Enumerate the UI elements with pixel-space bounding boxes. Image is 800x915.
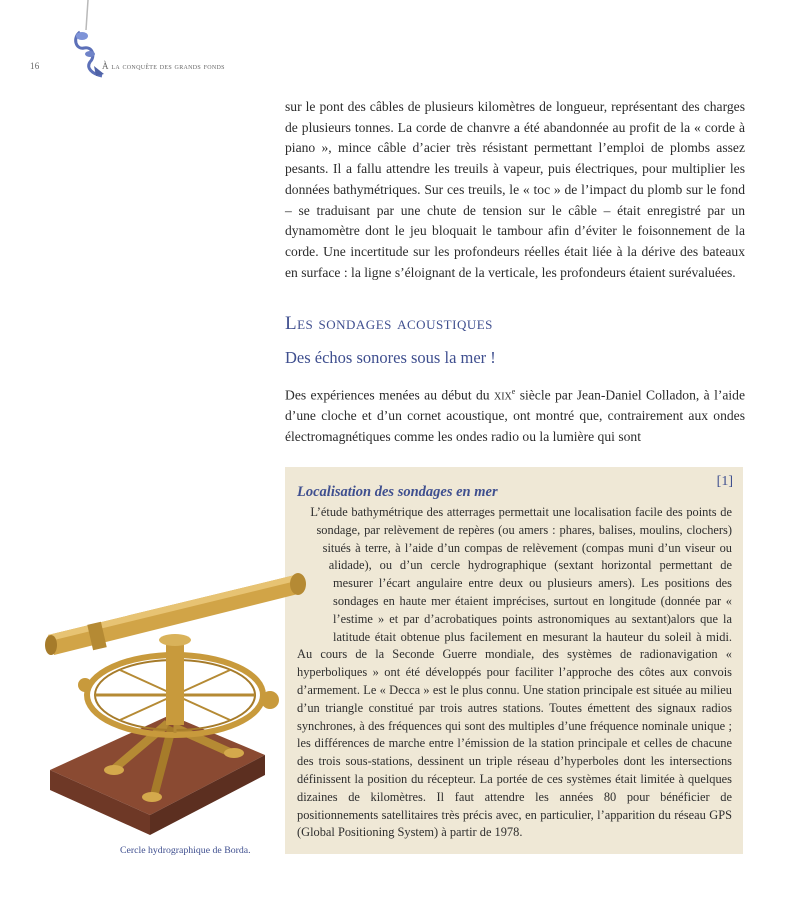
- section-subtitle: Des échos sonores sous la mer !: [285, 348, 496, 367]
- century-suffix: e: [511, 387, 516, 396]
- box-title: Localisation des sondages en mer: [297, 484, 498, 500]
- figure-caption: Cercle hydrographique de Borda.: [120, 845, 251, 856]
- running-title: À la conquête des grands fonds: [102, 61, 225, 71]
- box-number: [1]: [716, 474, 733, 489]
- hydrographic-circle-illustration: [30, 545, 320, 840]
- box-text: [297, 504, 732, 842]
- intro-paragraph: sur le pont des câbles de plusieurs kilomètres de longueur, représentant des charges de plusieurs tonnes. La corde de chanvre a été abandonnée au profit de la « corde à piano », mince câble d’acier très résistant permettant l’emploi de plombs assez pesants. Il a fallu attendre les treuils à vapeur, puis électriques, pour multiplier les données bathymétriques. Sur ces treuils, le « toc » de l’impact du plomb sur le fond – se traduisant par une chute de tension sur le câble – était enregistré par un dynamomètre dont le jeu bloquait le tambour afin d’éviter le foisonnement de la corde. Une incertitude sur les profondeurs réelles était liée à la dérive des bateaux en surface : la ligne s’éloignant de la verticale, les profondeurs étaient surévaluées.: [285, 99, 745, 280]
- section-paragraph-end: siècle par Jean-Daniel Colladon, à l’aide d’une cloche et d’un cornet acoustique, ont montré que, contrairement aux ondes électromagnétiques comme les ondes radio ou la lumière qui sont: [285, 387, 746, 444]
- box-paragraph: L’étude bathymétrique des atterrages permettait une localisation facile des points de sondage, par relèvement de repères (ou amers : phares, balises, moulins, clochers) situés à terre, à l’aide d’un compas de relèvement (compas muni d’un viseur ou alidade), ou d’un cercle hydrographique (sextant horizontal permettant de mesurer l’écart angulaire entre deux ou plusieurs amers). Les positions des sondages en haute mer étaient imprécises, surtout en longitude (donnée par « l’estime » et par d’acrobatiques points astronomiques au sextant)alors que la latitude était obtenue plus facilement en mesurant la hauteur du soleil à midi. Au cours de la Seconde Guerre mondiale, des systèmes de radionavigation « hyperboliques » ont été développés pour faciliter l’approche des côtes aux convois d’armement. Le « Decca » est le plus connu. Une station principale est située au milieu d’un triangle constitué par trois autres stations. Toutes émettent des signaux radios synchrones, à des fréquences qui sont des multiples d’une fréquence nominale unique ; les différences de marche entre l’émission de la station principale et celles de chacune des trois sous-stations, dessinent un triple réseau d’hyperboles dont les intersections définissent la position du récepteur. La portée de ces systèmes était limitée à quelques dizaines de kilomètres. Il faut attendre les années 80 pour bénéficier de positionnements satellitaires très précis avec, en particulier, l’apparition du réseau GPS (Global Positioning System) à partir de 1978.: [297, 505, 732, 840]
- section-title: Les sondages acoustiques: [285, 313, 493, 334]
- sidebar-box: [285, 467, 743, 854]
- fish-hook-ornament-icon: [62, 0, 106, 80]
- section-paragraph-start: Des expériences menées au début du: [285, 387, 490, 403]
- section-body: [285, 382, 745, 448]
- section-paragraph: [285, 382, 745, 448]
- intro-text: [285, 97, 745, 283]
- page-number: 16: [30, 61, 40, 71]
- century-numeral: xix: [493, 387, 512, 403]
